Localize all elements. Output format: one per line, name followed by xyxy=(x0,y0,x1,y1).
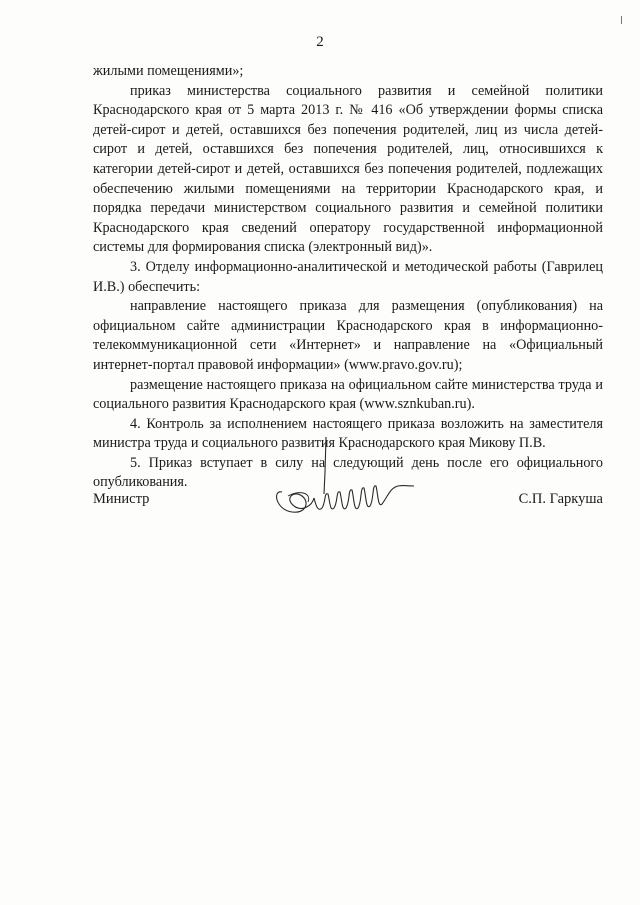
corner-mark xyxy=(621,16,628,24)
paragraph-item-3: 3. Отделу информационно-аналитической и методической работы (Гаврилец И.В.) обеспечить: xyxy=(93,258,603,295)
page-number: 2 xyxy=(316,34,324,50)
document-body xyxy=(93,62,603,493)
signature-block xyxy=(93,490,603,530)
paragraph-order-416: приказ министерства социального развития и семейной политики Краснодарского края от 5 марта 2013 г. № 416 «Об утверждении формы списка детей-сирот и детей, оставшихся без попечения родителей, лиц из числа детей-сирот и детей, оставшихся без попечения родителей, лиц, относившихся к категории детей-сирот и детей, оставшихся без попечения родителей, подлежащих обеспечению жилыми помещениями на территории Краснодарского края, и порядка передачи министерством социального развития и семейной политики Краснодарского края сведений оператору государственной информационной системы для формирования списка (электронный вид)». xyxy=(93,82,603,256)
paragraph-continuation: жилыми помещениями»; xyxy=(93,63,244,79)
paragraph-publication-pravo: направление настоящего приказа для размещения (опубликования) на официальном сайте администрации Краснодарского края в информационно-телекоммуникационной сети «Интернет» и направление на «Официальный интернет-портал правовой информации» (www.pravo.gov.ru); xyxy=(93,298,603,373)
signatory-name: С.П. Гаркуша xyxy=(518,491,603,507)
signatory-title: Министр xyxy=(93,491,150,507)
paragraph-item-5: 5. Приказ вступает в силу на следующий день после его официального опубликования. xyxy=(93,454,603,491)
paragraph-publication-sznkuban: размещение настоящего приказа на официальном сайте министерства труда и социального развития Краснодарского края (www.sznkuban.ru). xyxy=(93,376,603,413)
paragraph-item-4: 4. Контроль за исполнением настоящего приказа возложить на заместителя министра труда и социального развития Краснодарского края Микову П.В. xyxy=(93,415,603,452)
